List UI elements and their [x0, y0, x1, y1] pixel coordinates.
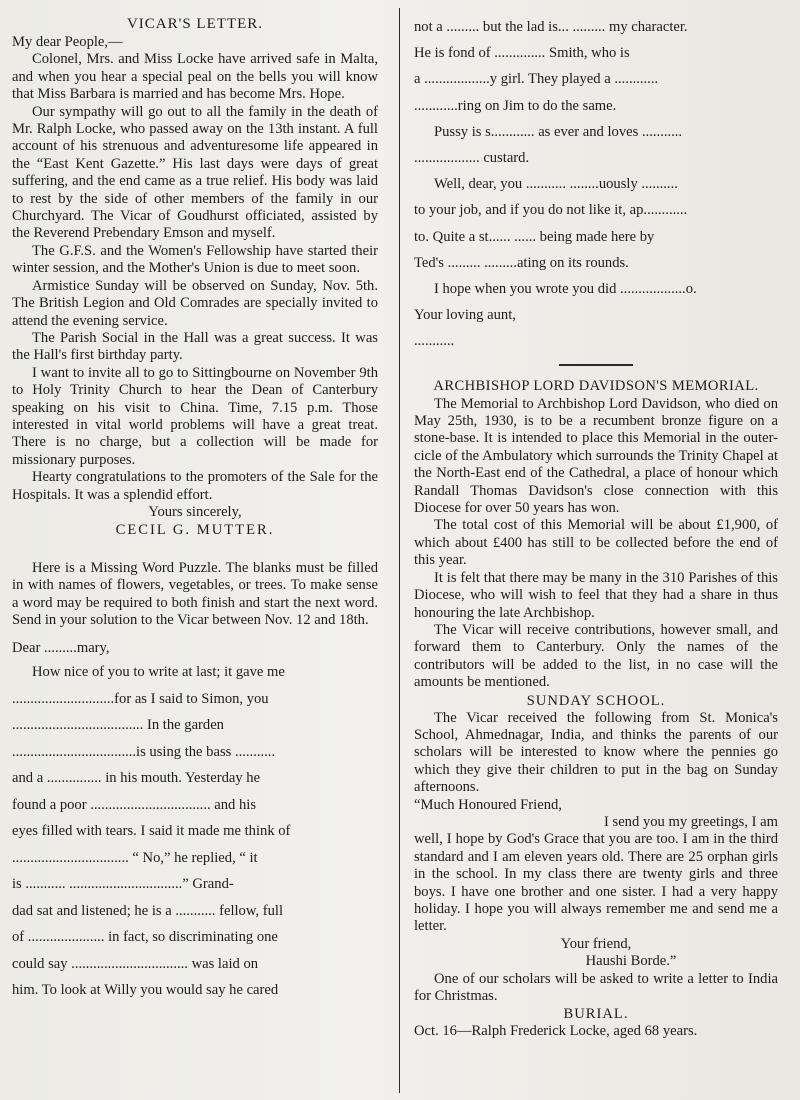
memorial-heading: ARCHBISHOP LORD DAVIDSON'S MEMORIAL.: [433, 377, 759, 394]
vicar-letter-closing: Yours sincerely,: [148, 503, 242, 520]
puzzle-line: found a poor ................................. and his: [12, 796, 257, 813]
puzzle-line: Pussy is s............ as ever and loves ...........: [434, 123, 683, 140]
vicar-letter-paragraph: Our sympathy will go out to all the family in the death of Mr. Ralph Locke, who passed away on the 13th instant. A full account of his strenuous and adventuresome life appeared in the “East Kent Gazette.” His last days were days of great suffering, and the end came as a true relief. His body was laid to rest by the side of other members of the family in our Churchyard. The Vicar of Goudhurst officiated, assisted by the Reverend Prebendary Emson and myself.: [12, 103, 378, 242]
burial-entry: Oct. 16—Ralph Frederick Locke, aged 68 years.: [414, 1023, 698, 1040]
right-column: [414, 14, 778, 1041]
puzzle-line: ............................for as I said to Simon, you: [12, 690, 269, 707]
vicar-letter-section: [12, 14, 378, 540]
vicar-letter-paragraph: I want to invite all to go to Sittingbourne on November 9th to Holy Trinity Church to hear the Dean of Canterbury speaking on his visit to China. Time, 7.15 p.m. Those interested in vital world problems will have a great treat. There is no charge, but a collection will be made for missionary purposes.: [12, 364, 378, 468]
puzzle-line: .................................... In the garden: [12, 717, 224, 734]
letter-closing: Your friend,: [560, 935, 632, 952]
memorial-paragraph: It is felt that there may be many in the 310 Parishes of this Diocese, who will wish to feel that they had a share in thus honouring the late Archbishop.: [414, 569, 778, 621]
memorial-paragraph: The Vicar will receive contributions, however small, and forward them to Canterbury. Only the names of the contributors will be added to the list, in no case will the amounts be mentioned.: [414, 621, 778, 691]
letter-body: I send you my greetings, I am well, I hope by God's Grace that you are too. I am in the third standard and I am eleven years old. There are 25 orphan girls in the school. In my class there are twenty girls and three boys. I have one brother and one sister. I had a very happy holiday. I hope you will always remember me and send me a letter.: [414, 813, 778, 935]
letter-signature: Haushi Borde.”: [585, 953, 677, 970]
puzzle-line: to your job, and if you do not like it, ap............: [414, 202, 688, 219]
puzzle-greeting: Dear .........mary,: [12, 640, 110, 657]
burial-heading: BURIAL.: [563, 1006, 629, 1023]
vicar-letter-paragraph: Armistice Sunday will be observed on Sunday, Nov. 5th. The British Legion and Old Comrades are specially invited to attend the evening service.: [12, 277, 378, 329]
sunday-school-note: One of our scholars will be asked to write a letter to India for Christmas.: [414, 970, 778, 1005]
puzzle-continued-section: [414, 14, 778, 366]
vicar-letter-paragraph: The G.F.S. and the Women's Fellowship have started their winter session, and the Mother's Union is due to meet soon.: [12, 242, 378, 277]
puzzle-line: .................. custard.: [414, 150, 530, 167]
sunday-school-heading: SUNDAY SCHOOL.: [526, 692, 666, 709]
puzzle-closing: Your loving aunt,: [414, 307, 516, 324]
column-divider: [399, 8, 400, 1093]
vicar-letter-salutation: My dear People,—: [12, 34, 123, 50]
puzzle-line: is ........... ...............................” Grand-: [12, 876, 234, 893]
puzzle-line: and a ............... in his mouth. Yesterday he: [12, 770, 261, 787]
puzzle-line: He is fond of .............. Smith, who is: [414, 45, 630, 62]
memorial-paragraph: The total cost of this Memorial will be about £1,900, of which about £400 has still to be collected before the end of this year.: [414, 517, 778, 569]
puzzle-section: [12, 560, 378, 1004]
vicar-letter-signature: CECIL G. MUTTER.: [115, 522, 275, 539]
puzzle-signature: ...........: [414, 333, 455, 350]
puzzle-line: a ..................y girl. They played a ............: [414, 71, 659, 88]
puzzle-line: him. To look at Willy you would say he cared: [12, 982, 279, 999]
puzzle-line: ..................................is using the bass ...........: [12, 743, 276, 760]
sunday-school-intro: The Vicar received the following from St. Monica's School, Ahmednagar, India, and thinks the parents of our scholars will be interested to know where the pennies go which they give their children to put in the bag on Sunday afternoons.: [414, 709, 778, 796]
sunday-school-section: [414, 692, 778, 1006]
puzzle-line: not a ......... but the lad is... ......... my character.: [414, 19, 688, 35]
puzzle-intro: Here is a Missing Word Puzzle. The blanks must be filled in with names of flowers, vegetables, or trees. To make sense a word may be required to both finish and start the next word. Send in your solution to the Vicar between Nov. 12 and 18th.: [12, 559, 378, 628]
letter-greeting: “Much Honoured Friend,: [414, 796, 562, 813]
puzzle-line: ................................ “ No,” he replied, “ it: [12, 849, 258, 866]
vicar-letter-heading: VICAR'S LETTER.: [126, 16, 264, 32]
section-rule: [559, 364, 633, 366]
puzzle-continued-lines: [414, 14, 778, 355]
puzzle-line: eyes filled with tears. I said it made me think of: [12, 823, 291, 840]
left-column: [12, 14, 378, 1004]
memorial-section: [414, 376, 778, 692]
puzzle-line: of ..................... in fact, so discriminating one: [12, 929, 278, 946]
puzzle-line: could say ................................ was laid on: [12, 955, 259, 972]
vicar-letter-paragraph: Hearty congratulations to the promoters of the Sale for the Hospitals. It was a splendid effort.: [12, 469, 378, 503]
memorial-paragraph: The Memorial to Archbishop Lord Davidson, who died on May 25th, 1930, is to be a recumbent bronze figure on a stone-base. It is intended to place this Memorial in the outer-cicle of the Ambulatory which surrounds the Trinity Chapel at the North-East end of the Cathedral, a place of honour which Randall Thomas Davidson's close connection with this Diocese for over 50 years has won.: [414, 395, 778, 517]
puzzle-line: Well, dear, you ........... ........uously ..........: [434, 176, 678, 193]
puzzle-line: How nice of you to write at last; it gave me: [32, 664, 285, 681]
vicar-letter-paragraph: The Parish Social in the Hall was a great success. It was the Hall's first birthday party.: [12, 329, 378, 364]
puzzle-line: I hope when you wrote you did ..................o.: [434, 281, 697, 298]
puzzle-line: ............ring on Jim to do the same.: [414, 97, 617, 114]
puzzle-line: Ted's ......... .........ating on its rounds.: [414, 254, 629, 271]
puzzle-line: dad sat and listened; he is a ........... fellow, full: [12, 902, 284, 919]
puzzle-lines: [12, 659, 378, 1004]
burial-section: [414, 1005, 778, 1040]
vicar-letter-paragraph: Colonel, Mrs. and Miss Locke have arrived safe in Malta, and when you hear a special peal on the bells you will know that Miss Barbara is married and has become Mrs. Hope.: [12, 51, 378, 103]
puzzle-line: to. Quite a st...... ...... being made here by: [414, 228, 655, 245]
